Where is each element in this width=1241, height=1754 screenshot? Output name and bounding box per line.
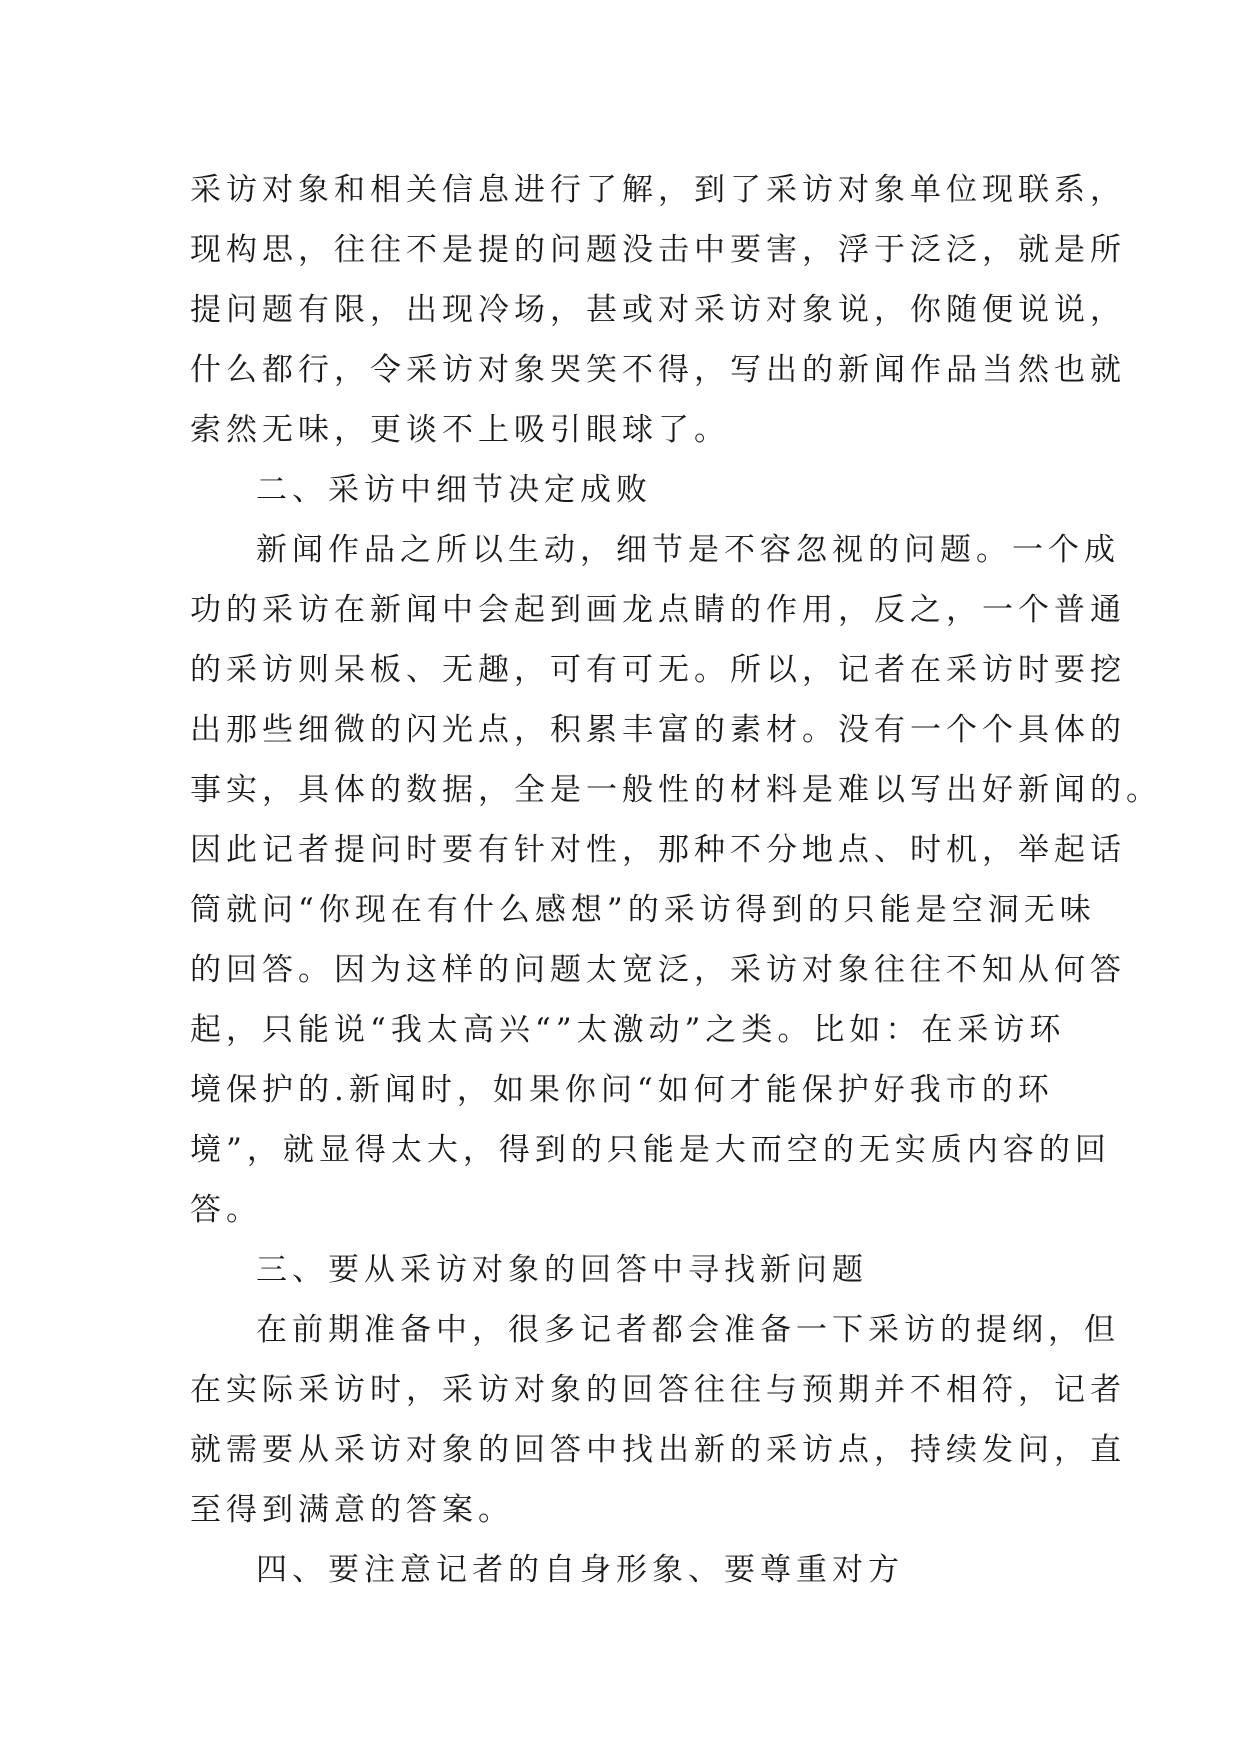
paragraph-continued (190, 160, 1126, 460)
section-heading-3 (190, 1240, 1060, 1300)
text-line: 索然无味，更谈不上吸引眼球了。 (190, 412, 730, 448)
text-line: 境保护的.新闻时，如果你问“如何才能保护好我市的环 (190, 1072, 1054, 1108)
text-line: 在前期准备中，很多记者都会准备一下采访的提纲，但 (256, 1312, 1120, 1348)
text-line: 的回答。因为这样的问题太宽泛，采访对象往往不知从何答 (190, 952, 1126, 988)
text-line: 功的采访在新闻中会起到画龙点睛的作用，反之，一个普通 (190, 592, 1126, 628)
text-line: 新闻作品之所以生动，细节是不容忽视的问题。一个成 (256, 532, 1120, 568)
text-line: 起，只能说“我太高兴“”太激动”之类。比如：在采访环 (190, 1012, 1066, 1048)
paragraph-details (190, 520, 1162, 1240)
text-line: 提问题有限，出现冷场，甚或对采访对象说，你随便说说， (190, 292, 1126, 328)
text-line: 什么都行，令采访对象哭笑不得，写出的新闻作品当然也就 (190, 352, 1126, 388)
text-line: 的采访则呆板、无趣，可有可无。所以，记者在采访时要挖 (190, 652, 1126, 688)
text-line: 因此记者提问时要有针对性，那种不分地点、时机，举起话 (190, 832, 1126, 868)
heading-text: 四、要注意记者的自身形象、要尊重对方 (256, 1552, 904, 1588)
text-line: 现构思，往往不是提的问题没击中要害，浮于泛泛，就是所 (190, 232, 1126, 268)
text-line: 答。 (190, 1192, 262, 1228)
text-line: 事实，具体的数据，全是一般性的材料是难以写出好新闻的。 (190, 772, 1162, 808)
document-body (190, 160, 1162, 1600)
paragraph-new-questions (190, 1300, 1126, 1540)
text-line: 就需要从采访对象的回答中找出新的采访点，持续发问，直 (190, 1432, 1126, 1468)
text-line: 出那些细微的闪光点，积累丰富的素材。没有一个个具体的 (190, 712, 1126, 748)
section-heading-2 (190, 460, 1060, 520)
text-line: 在实际采访时，采访对象的回答往往与预期并不相符，记者 (190, 1372, 1126, 1408)
text-line: 筒就问“你现在有什么感想”的采访得到的只能是空洞无味 (190, 892, 1096, 928)
heading-text: 三、要从采访对象的回答中寻找新问题 (256, 1252, 868, 1288)
text-line: 境”，就显得太大，得到的只能是大而空的无实质内容的回 (190, 1132, 1111, 1168)
section-heading-4 (190, 1540, 1060, 1600)
text-line: 至得到满意的答案。 (190, 1492, 514, 1528)
text-line: 采访对象和相关信息进行了解，到了采访对象单位现联系， (190, 172, 1126, 208)
heading-text: 二、采访中细节决定成败 (256, 472, 652, 508)
